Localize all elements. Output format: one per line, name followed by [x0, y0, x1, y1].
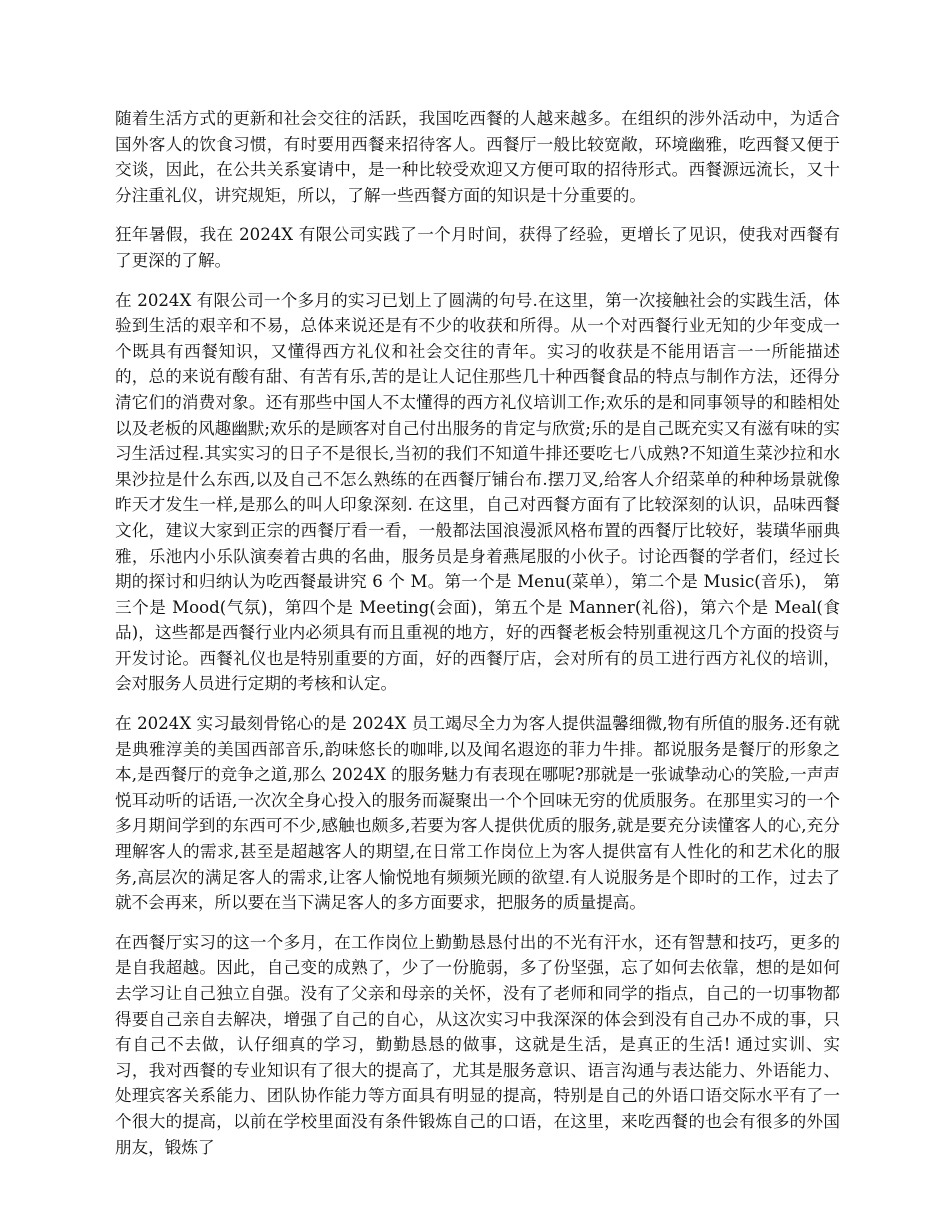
paragraph-intro: 随着生活方式的更新和社会交往的活跃，我国吃西餐的人越来越多。在组织的涉外活动中，为适合国外客人的饮食习惯，有时要用西餐来招待客人。西餐厅一般比较宽敞，环境幽雅，吃西餐又便于交谈，因此，在公共关系宴请中，是一种比较受欢迎又方便可取的招待形式。西餐源远流长，又十分注重礼仪，讲究规矩，所以，了解一些西餐方面的知识是十分重要的。: [115, 109, 840, 205]
document-page: [115, 106, 840, 1174]
paragraph-internship-gains: 在 2024X 有限公司一个多月的实习已划上了圆满的句号.在这里，第一次接触社会的实践生活，体验到生活的艰辛和不易，总体来说还是有不少的收获和所得。从一个对西餐行业无知的少年变成一个既具有西餐知识，又懂得西方礼仪和社会交往的青年。实习的收获是不能用语言一一所能描述的，总的来说有酸有甜、有苦有乐,苦的是让人记住那些几十种西餐食品的特点与制作方法，还得分清它们的消费对象。还有那些中国人不太懂得的西方礼仪培训工作;欢乐的是和同事领导的和睦相处以及老板的风趣幽默;欢乐的是顾客对自己付出服务的肯定与欣赏;乐的是自己既充实又有滋有味的实习生活过程.其实实习的日子不是很长,当初的我们不知道牛排还要吃七八成熟?不知道生菜沙拉和水果沙拉是什么东西,以及自己不怎么熟练的在西餐厅铺台布.摆刀叉,给客人介绍菜单的种种场景就像昨天才发生一样,是那么的叫人印象深刻. 在这里，自己对西餐方面有了比较深刻的认识，品味西餐文化，建议大家到正宗的西餐厅看一看，一般都法国浪漫派风格布置的西餐厅比较好，装璜华丽典雅，乐池内小乐队演奏着古典的名曲，服务员是身着燕尾服的小伙子。讨论西餐的学者们，经过长期的探讨和归纳认为吃西餐最讲究 6 个 M。第一个是 Menu(菜单），第二个是 Music(音乐)， 第三个是 Mood(气氛)，第四个是 Meeting(会面)，第五个是 Manner(礼俗)，第六个是 Meal(食品)，这些都是西餐行业内必须具有而且重视的地方，好的西餐老板会特别重视这几个方面的投资与开发讨论。西餐礼仪也是特别重要的方面，好的西餐厅店，会对所有的员工进行西方礼仪的培训，会对服务人员进行定期的考核和认定。: [115, 290, 840, 694]
paragraph-growth: 在西餐厅实习的这一个多月，在工作岗位上勤勤恳恳付出的不光有汗水，还有智慧和技巧，更多的是自我超越。因此，自己变的成熟了，少了一份脆弱，多了份坚强，忘了如何去依靠，想的是如何去学习让自己独立自强。没有了父亲和母亲的关怀，没有了老师和同学的指点，自己的一切事物都得要自己亲自去解决，增强了自己的自心，从这次实习中我深深的体会到没有自己办不成的事，只有自己不去做，认仔细真的学习，勤勤恳恳的做事，这就是生活，是真正的生活! 通过实训、实习，我对西餐的专业知识有了很大的提高了，尤其是服务意识、语言沟通与表达能力、外语能力、处理宾客关系能力、团队协作能力等方面具有明显的提高，特别是自己的外语口语交际水平有了一个很大的提高，以前在学校里面没有条件锻炼自己的口语，在这里，来吃西餐的也会有很多的外国朋友，锻炼了: [115, 932, 840, 1157]
paragraph-summer-practice: 狂年暑假，我在 2024X 有限公司实践了一个月时间，获得了经验，更增长了见识，使我对西餐有了更深的了解。: [115, 225, 840, 270]
paragraph-service: 在 2024X 实习最刻骨铭心的是 2024X 员工竭尽全力为客人提供温馨细微,物有所值的服务.还有就是典雅淳美的美国西部音乐,韵味悠长的咖啡,以及闻名遐迩的菲力牛排。都说服务是餐厅的形象之本,是西餐厅的竞争之道,那么 2024X 的服务魅力有表现在哪呢?那就是一张诚挚动心的笑脸,一声声悦耳动听的话语,一次次全身心投入的服务而凝聚出一个个回味无穷的优质服务。在那里实习的一个多月期间学到的东西可不少,感触也颇多,若要为客人提供优质的服务,就是要充分读懂客人的心,充分理解客人的需求,甚至是超越客人的期望,在日常工作岗位上为客人提供富有人性化的和艺术化的服务,高层次的满足客人的需求,让客人愉悦地有频频光顾的欲望.有人说服务是个即时的工作，过去了就不会再来，所以要在当下满足客人的多方面要求，把服务的质量提高。: [115, 714, 840, 913]
